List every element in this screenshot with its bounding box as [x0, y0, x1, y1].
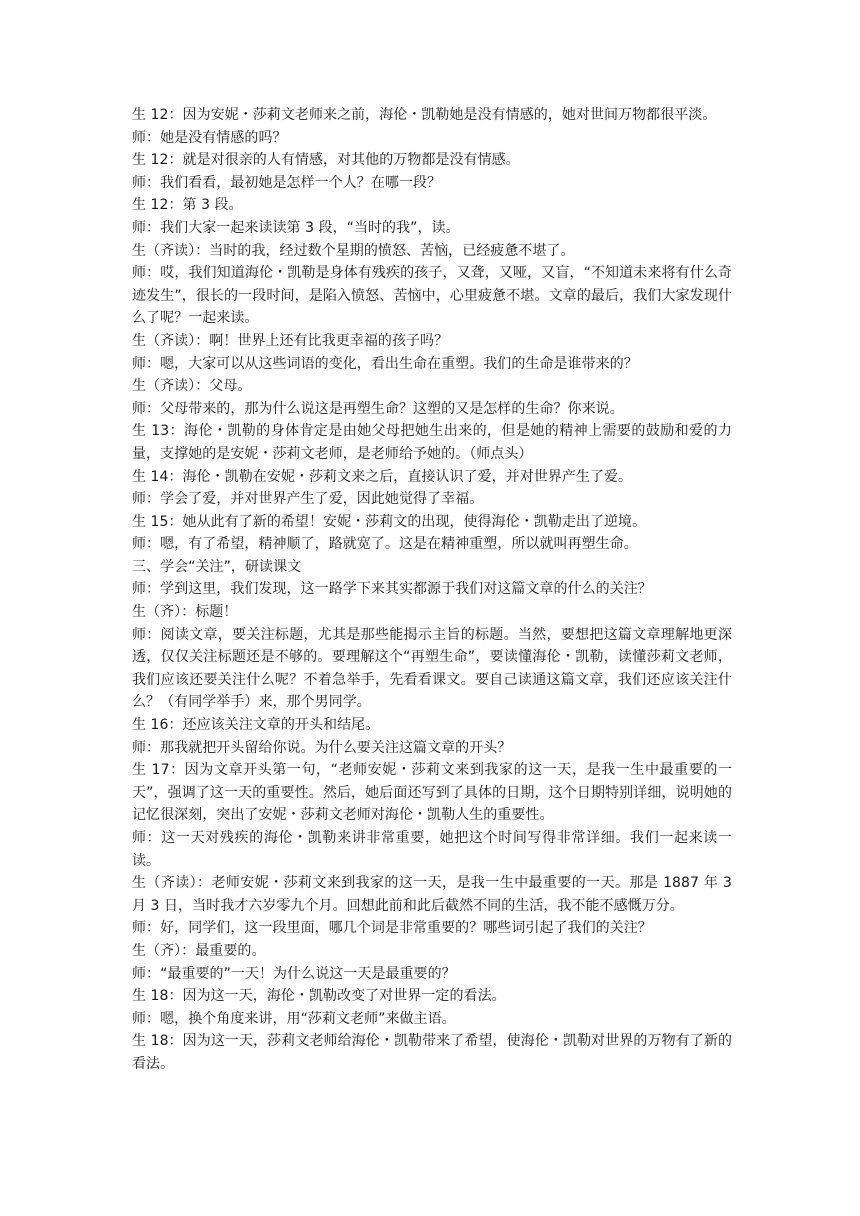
paragraph: 师：那我就把开头留给你说。为什么要关注这篇文章的开头？	[132, 739, 512, 756]
paragraph: 生（齐读）：父母。	[132, 378, 252, 395]
paragraph: 师：我们大家一起来读读第 3 段，“当时的我”，读。	[132, 219, 460, 236]
paragraph: 生（齐读）：当时的我，经过数个星期的愤怒、苦恼，已经疲惫不堪了。	[132, 242, 575, 259]
paragraph: 师：嗯，换个角度来讲，用“莎莉文老师”来做主语。	[132, 1010, 456, 1027]
paragraph: 师：好，同学们，这一段里面，哪几个词是非常重要的？哪些词引起了我们的关注？	[132, 920, 652, 937]
paragraph: 师：这一天对残疾的海伦・凯勒来讲非常重要，她把这个时间写得非常详细。我们一起来读一读。	[132, 830, 732, 869]
paragraph: 生 12：因为安妮・莎莉文老师来之前，海伦・凯勒她是没有情感的，她对世间万物都很平淡。	[132, 107, 717, 123]
paragraph: 师：嗯，大家可以从这些词语的变化，看出生命在重塑。我们的生命是谁带来的？	[132, 355, 638, 372]
paragraph: 师：哎，我们知道海伦・凯勒是身体有残疾的孩子，又聋，又哑，又盲，“不知道未来将有什么奇迹发生”，很长的一段时间，是陷入愤怒、苦恼中，心里疲惫不堪。文章的最后，我们大家发现什么了呢？一起来读。	[132, 265, 732, 327]
paragraph: 生（齐）：标题！	[132, 604, 238, 621]
paragraph: 师：“最重要的”一天！为什么说这一天是最重要的？	[132, 965, 456, 982]
paragraph: 生（齐）：最重要的。	[132, 942, 266, 959]
paragraph: 生 18：因为这一天，莎莉文老师给海伦・凯勒带来了希望，使海伦・凯勒对世界的万物有了新的看法。	[132, 1033, 732, 1072]
paragraph: 师：阅读文章，要关注标题，尤其是那些能揭示主旨的标题。当然，要想把这篇文章理解地更深透，仅仅关注标题还是不够的。要理解这个“再塑生命”，要读懂海伦・凯勒，读懂莎莉文老师，我们应该还要关注什么呢？不着急举手，先看看课文。要自己读通这篇文章，我们还应该关注什么？（有同学举手）来，那个男同学。	[132, 626, 732, 711]
section-heading: 三、学会“关注”，研读课文	[132, 558, 302, 575]
paragraph: 师：她是没有情感的吗？	[132, 129, 287, 146]
paragraph: 师：父母带来的，那为什么说这是再塑生命？这塑的又是怎样的生命？你来说。	[132, 400, 624, 417]
paragraph: 师：学到这里，我们发现，这一路学下来其实都源于我们对这篇文章的什么的关注？	[132, 581, 652, 598]
paragraph: 生 15：她从此有了新的希望！安妮・莎莉文的出现，使得海伦・凯勒走出了逆境。	[132, 513, 647, 530]
paragraph: 生 12：就是对很亲的人有情感，对其他的万物都是没有情感。	[132, 152, 520, 169]
paragraph: 生（齐读）：老师安妮・莎莉文来到我家的这一天，是我一生中最重要的一天。那是 1887 年 3 月 3 日，当时我才六岁零九个月。回想此前和此后截然不同的生活，我不能不感慨万分。	[132, 875, 732, 914]
paragraph: 生 13：海伦・凯勒的身体肯定是由她父母把她生出来的，但是她的精神上需要的鼓励和爱的力量，支撑她的是安妮・莎莉文老师，是老师给予她的。（师点头）	[132, 423, 732, 462]
paragraph: 生（齐读）：啊！世界上还有比我更幸福的孩子吗？	[132, 332, 449, 349]
paragraph: 生 12：第 3 段。	[132, 197, 243, 214]
paragraph: 生 16：还应该关注文章的开头和结尾。	[132, 717, 380, 734]
paragraph: 生 14：海伦・凯勒在安妮・莎莉文来之后，直接认识了爱，并对世界产生了爱。	[132, 468, 633, 485]
paragraph: 师：我们看看，最初她是怎样一个人？在哪一段？	[132, 174, 442, 191]
paragraph: 生 17：因为文章开头第一句，“老师安妮・莎莉文来到我家的这一天，是我一生中最重要的一天”，强调了这一天的重要性。然后，她后面还写到了具体的日期，这个日期特别详细，说明她的记忆很深刻，突出了安妮・莎莉文老师对海伦・凯勒人生的重要性。	[132, 762, 732, 824]
paragraph: 师：嗯，有了希望，精神顺了，路就宽了。这是在精神重塑，所以就叫再塑生命。	[132, 536, 638, 553]
paragraph: 师：学会了爱，并对世界产生了爱，因此她觉得了幸福。	[132, 491, 484, 508]
paragraph: 生 18：因为这一天，海伦・凯勒改变了对世界一定的看法。	[132, 988, 506, 1005]
document-body	[132, 104, 732, 1076]
